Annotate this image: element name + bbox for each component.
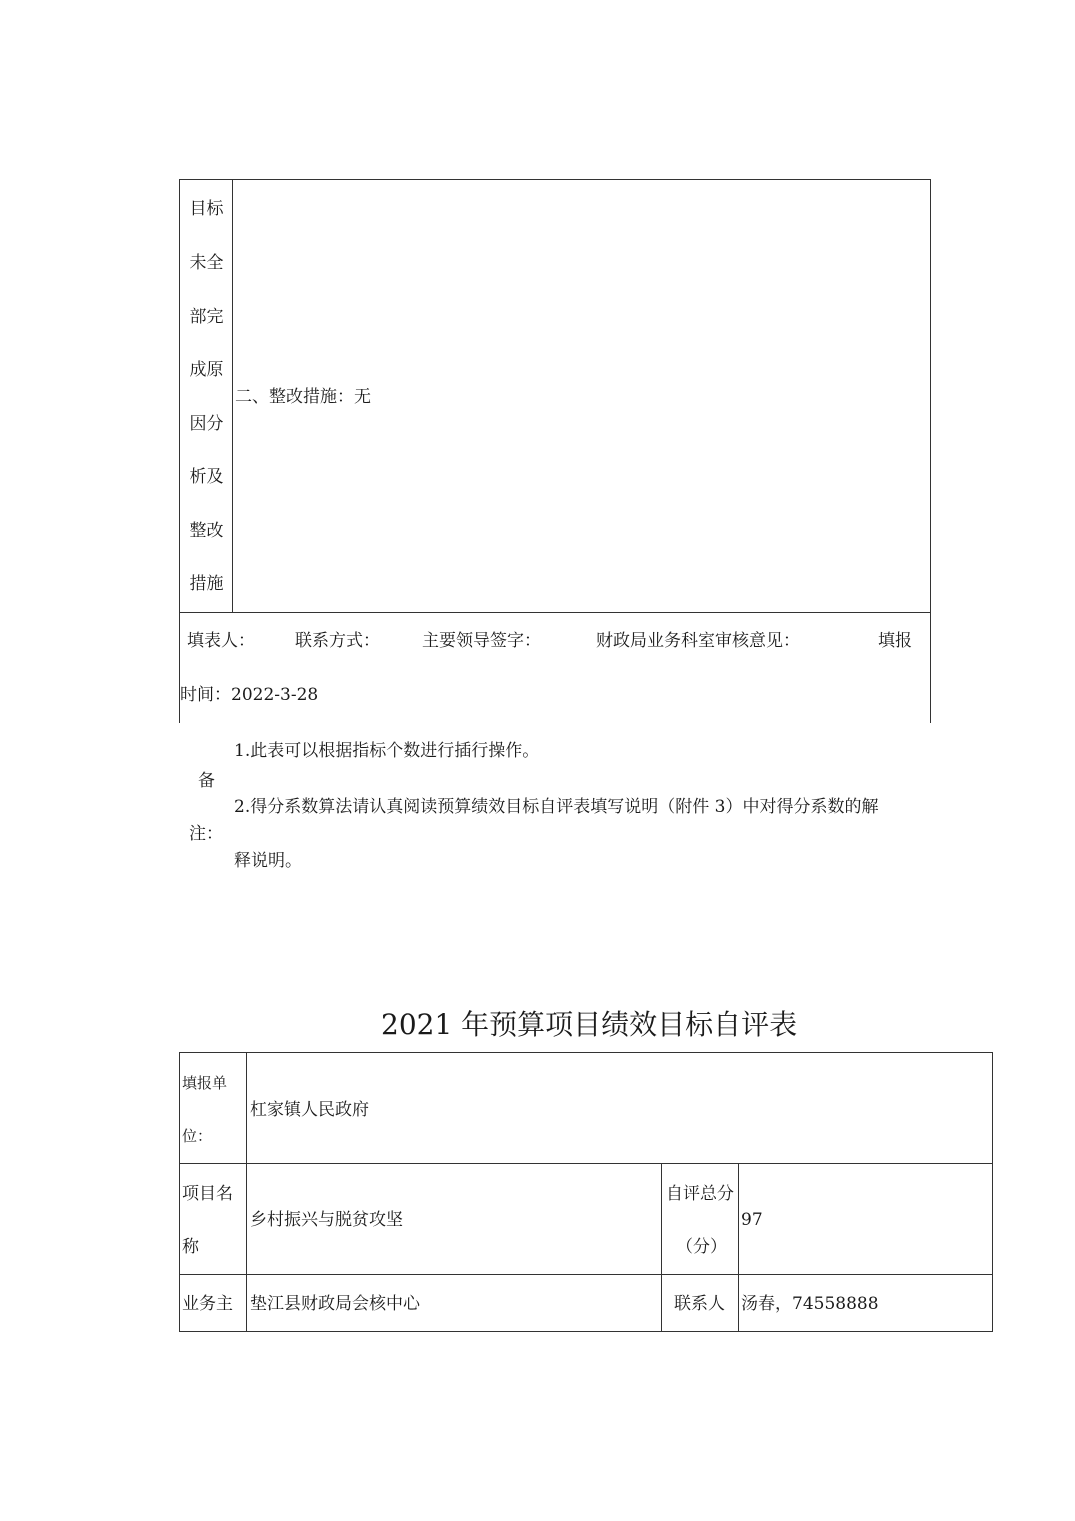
side-label-line: 措施	[189, 574, 224, 594]
side-label-line: 整改	[189, 521, 224, 541]
column-divider	[661, 1163, 662, 1331]
column-divider	[246, 1053, 247, 1331]
score-label: （分）	[676, 1237, 727, 1257]
project-value: 乡村振兴与脱贫攻坚	[250, 1210, 403, 1230]
contact-person-value: 汤春，74558888	[741, 1294, 879, 1314]
score-value: 97	[741, 1210, 763, 1230]
project-label: 项目名	[182, 1184, 233, 1204]
column-divider	[232, 180, 233, 613]
rectification-table	[179, 179, 931, 723]
filler-label: 填表人：	[187, 631, 255, 651]
finance-opinion-label: 财政局业务科室审核意见：	[596, 631, 800, 651]
side-label-line: 析及	[189, 467, 224, 487]
notes-label-char: 备	[198, 771, 215, 791]
contact-person-label: 联系人	[674, 1294, 725, 1314]
side-label-line: 目标	[189, 199, 224, 219]
note-line: 2.得分系数算法请认真阅读预算绩效目标自评表填写说明（附件 3）中对得分系数的解	[234, 797, 879, 817]
side-label-line: 因分	[189, 414, 224, 434]
side-label-line: 部完	[189, 307, 224, 327]
project-label: 称	[182, 1237, 199, 1257]
report-time-label: 填报	[878, 631, 912, 651]
note-line: 释说明。	[234, 851, 302, 871]
dept-value: 垫江县财政局会核中心	[250, 1294, 420, 1314]
unit-label: 位：	[182, 1127, 213, 1145]
notes-label-char: 注：	[189, 824, 223, 844]
self-evaluation-table	[179, 1052, 993, 1332]
side-label-line: 成原	[189, 360, 224, 380]
row-divider	[180, 1274, 992, 1275]
measures-text: 二、整改措施：无	[235, 387, 371, 407]
unit-label: 填报单	[182, 1074, 228, 1092]
report-time-value: 时间：2022-3-28	[180, 685, 319, 705]
form-title: 2021 年预算项目绩效目标自评表	[381, 1008, 798, 1041]
column-divider	[738, 1163, 739, 1331]
unit-value: 杠家镇人民政府	[250, 1100, 369, 1120]
row-divider	[180, 1163, 992, 1164]
score-label: 自评总分	[666, 1184, 734, 1204]
side-label-line: 未全	[189, 253, 224, 273]
leader-sign-label: 主要领导签字：	[422, 631, 541, 651]
dept-label: 业务主	[182, 1294, 233, 1314]
contact-label: 联系方式：	[295, 631, 380, 651]
row-divider	[180, 612, 930, 613]
note-line: 1.此表可以根据指标个数进行插行操作。	[234, 741, 540, 761]
